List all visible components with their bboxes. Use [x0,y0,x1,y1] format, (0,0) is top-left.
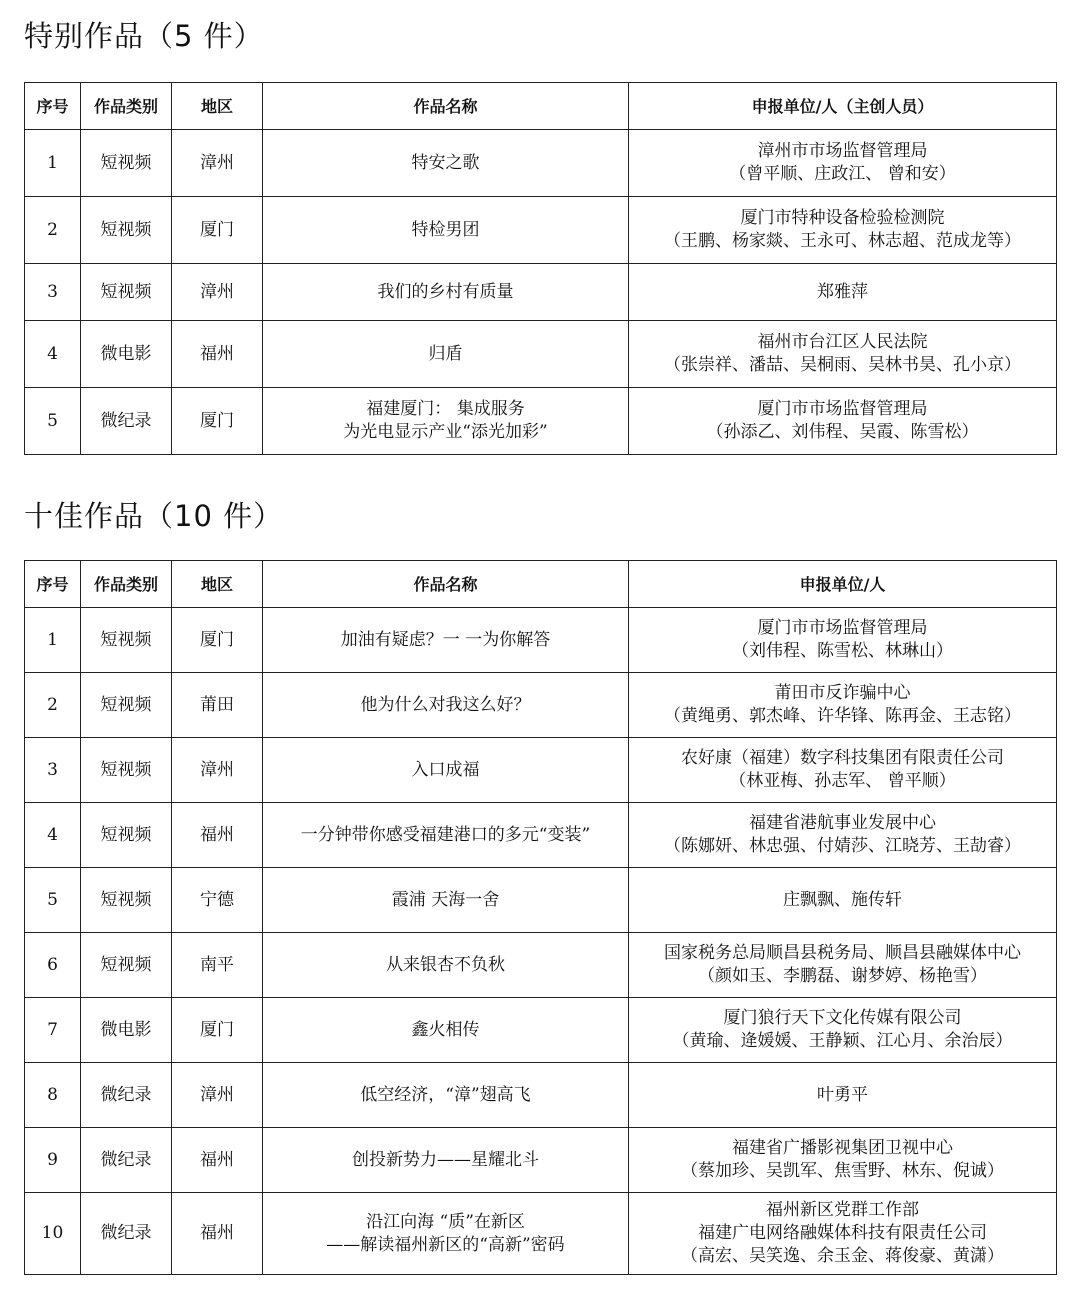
special-works-table [24,82,1057,455]
applicant-line: 福建省港航事业发展中心 [749,813,936,833]
applicant-line: 厦门市市场监督管理局 [757,618,928,638]
work-title-line: 从来银杏不负秋 [386,954,505,975]
table-row [25,130,1057,197]
row-no: 5 [25,388,81,455]
row-no: 3 [25,264,81,321]
applicant-line: 厦门狼行天下文化传媒有限公司 [723,1008,962,1028]
work-title-line: 一分钟带你感受福建港口的多元“变装” [300,824,591,845]
row-applicant [629,933,1057,998]
header-work-title: 作品名称 [263,83,629,130]
row-region: 厦门 [172,998,263,1063]
row-category: 短视频 [81,673,172,738]
table-header-row [25,83,1057,130]
row-applicant [629,673,1057,738]
row-work-title [263,673,629,738]
applicant-line: （颜如玉、李鹏磊、谢梦婷、杨艳雪） [698,966,987,986]
header-work-title: 作品名称 [263,561,629,608]
applicant-line: （高宏、吴笑逸、余玉金、蒋俊豪、黄潇） [681,1246,1004,1266]
row-work-title [263,388,629,455]
work-title-line: 沿江向海 “质”在新区 [366,1211,525,1232]
table-row [25,1128,1057,1193]
applicant-line: 郑雅萍 [817,281,868,302]
header-applicant: 申报单位/人（主创人员） [629,83,1057,130]
applicant-line: 庄飘飘、施传轩 [783,889,902,910]
work-title-line: 低空经济，“漳”翅高飞 [360,1084,531,1105]
row-category: 短视频 [81,608,172,673]
table-row [25,868,1057,933]
row-work-title [263,738,629,803]
row-no: 10 [25,1193,81,1275]
table-row [25,264,1057,321]
row-category: 微纪录 [81,388,172,455]
row-work-title [263,998,629,1063]
section-title-special: 特别作品（5 件） [24,19,264,53]
row-work-title [263,130,629,197]
row-category: 微电影 [81,998,172,1063]
row-region: 漳州 [172,130,263,197]
row-no: 4 [25,803,81,868]
applicant-line: （曾平顺、庄政江、 曾和安） [729,164,956,184]
row-applicant [629,998,1057,1063]
row-no: 1 [25,608,81,673]
row-applicant [629,1063,1057,1128]
top-ten-works-table [24,560,1057,1275]
row-work-title [263,1063,629,1128]
row-no: 2 [25,197,81,264]
applicant-line: （陈娜妍、林忠强、付婧莎、江晓芳、王劼睿） [664,836,1021,856]
applicant-line: 福州市台江区人民法院 [757,332,928,352]
row-applicant [629,1128,1057,1193]
applicant-line: 农好康（福建）数字科技集团有限责任公司 [681,748,1004,768]
row-work-title [263,933,629,998]
row-category: 短视频 [81,933,172,998]
row-work-title [263,868,629,933]
row-region: 福州 [172,1193,263,1275]
row-category: 短视频 [81,130,172,197]
row-region: 漳州 [172,1063,263,1128]
applicant-line: （黄瑜、逄媛媛、王静颖、江心月、余治辰） [672,1031,1013,1051]
row-work-title [263,197,629,264]
applicant-line: （蔡加珍、吴凯军、焦雪野、林东、倪诚） [681,1161,1004,1181]
row-category: 短视频 [81,197,172,264]
row-region: 漳州 [172,264,263,321]
row-region: 宁德 [172,868,263,933]
row-work-title [263,1193,629,1275]
applicant-line: （张崇祥、潘喆、吴桐雨、吴林书昊、孔小京） [664,355,1021,375]
row-applicant [629,264,1057,321]
row-region: 厦门 [172,608,263,673]
applicant-line: （黄绳勇、郭杰峰、许华锋、陈再金、王志铭） [664,706,1021,726]
applicant-line: （王鹏、杨家燚、王永可、林志超、范成龙等） [664,231,1021,251]
table-row [25,673,1057,738]
applicant-line: 厦门市市场监督管理局 [757,399,928,419]
row-category: 短视频 [81,868,172,933]
row-applicant [629,388,1057,455]
work-title-line: 加油有疑虑？一 一为你解答 [340,629,551,650]
section-title-top-ten: 十佳作品（10 件） [24,499,284,533]
row-applicant [629,608,1057,673]
table-row [25,1193,1057,1275]
header-applicant: 申报单位/人 [629,561,1057,608]
row-no: 6 [25,933,81,998]
work-title-line: 特检男团 [411,219,480,240]
row-applicant [629,868,1057,933]
row-work-title [263,1128,629,1193]
table-row [25,738,1057,803]
applicant-line: 莆田市反诈骗中心 [774,683,911,703]
applicant-line: （刘伟程、陈雪松、林琳山） [732,641,953,661]
row-region: 福州 [172,321,263,388]
row-work-title [263,321,629,388]
work-title-line: 福建厦门： 集成服务 [366,399,525,419]
table-header-row [25,561,1057,608]
header-region: 地区 [172,561,263,608]
work-title-line: 霞浦 天海一舍 [391,889,500,910]
applicant-line: 叶勇平 [817,1084,868,1105]
applicant-line: 福建广电网络融媒体科技有限责任公司 [698,1223,987,1243]
row-region: 漳州 [172,738,263,803]
row-region: 福州 [172,1128,263,1193]
row-no: 2 [25,673,81,738]
row-no: 5 [25,868,81,933]
row-applicant [629,321,1057,388]
work-title-line: 鑫火相传 [411,1019,480,1040]
row-applicant [629,130,1057,197]
row-work-title [263,803,629,868]
applicant-line: （孙添乙、刘伟程、吴霞、陈雪松） [706,422,979,442]
applicant-line: 漳州市市场监督管理局 [757,141,928,161]
table-row [25,1063,1057,1128]
row-applicant [629,738,1057,803]
work-title-line: 入口成福 [411,759,480,780]
row-no: 3 [25,738,81,803]
row-no: 7 [25,998,81,1063]
work-title-line: ——解读福州新区的“高新”密码 [326,1234,565,1255]
applicant-line: 福建省广播影视集团卫视中心 [732,1138,953,1158]
row-region: 厦门 [172,388,263,455]
row-region: 南平 [172,933,263,998]
table-row [25,197,1057,264]
row-work-title [263,608,629,673]
header-region: 地区 [172,83,263,130]
work-title-line: 创投新势力——星耀北斗 [352,1149,539,1170]
work-title-line: 我们的乡村有质量 [377,281,514,302]
row-no: 4 [25,321,81,388]
row-category: 短视频 [81,264,172,321]
work-title-line: 为光电显示产业“添光加彩” [343,422,548,442]
row-applicant [629,1193,1057,1275]
row-applicant [629,197,1057,264]
applicant-line: 厦门市特种设备检验检测院 [740,208,945,228]
row-category: 微纪录 [81,1193,172,1275]
table-row [25,803,1057,868]
row-region: 厦门 [172,197,263,264]
work-title-line: 特安之歌 [411,152,480,173]
table-row [25,321,1057,388]
row-category: 短视频 [81,803,172,868]
row-region: 福州 [172,803,263,868]
header-category: 作品类别 [81,561,172,608]
row-category: 微纪录 [81,1128,172,1193]
row-no: 9 [25,1128,81,1193]
row-category: 微电影 [81,321,172,388]
row-work-title [263,264,629,321]
applicant-line: 国家税务总局顺昌县税务局、顺昌县融媒体中心 [664,943,1021,963]
applicant-line: （林亚梅、孙志军、 曾平顺） [729,771,956,791]
table-row [25,933,1057,998]
table-row [25,388,1057,455]
header-no: 序号 [25,83,81,130]
row-region: 莆田 [172,673,263,738]
row-no: 1 [25,130,81,197]
row-applicant [629,803,1057,868]
table-row [25,608,1057,673]
applicant-line: 福州新区党群工作部 [766,1200,919,1220]
work-title-line: 他为什么对我这么好？ [360,694,531,715]
header-category: 作品类别 [81,83,172,130]
work-title-line: 归盾 [428,343,463,364]
row-category: 微纪录 [81,1063,172,1128]
row-category: 短视频 [81,738,172,803]
header-no: 序号 [25,561,81,608]
table-row [25,998,1057,1063]
row-no: 8 [25,1063,81,1128]
